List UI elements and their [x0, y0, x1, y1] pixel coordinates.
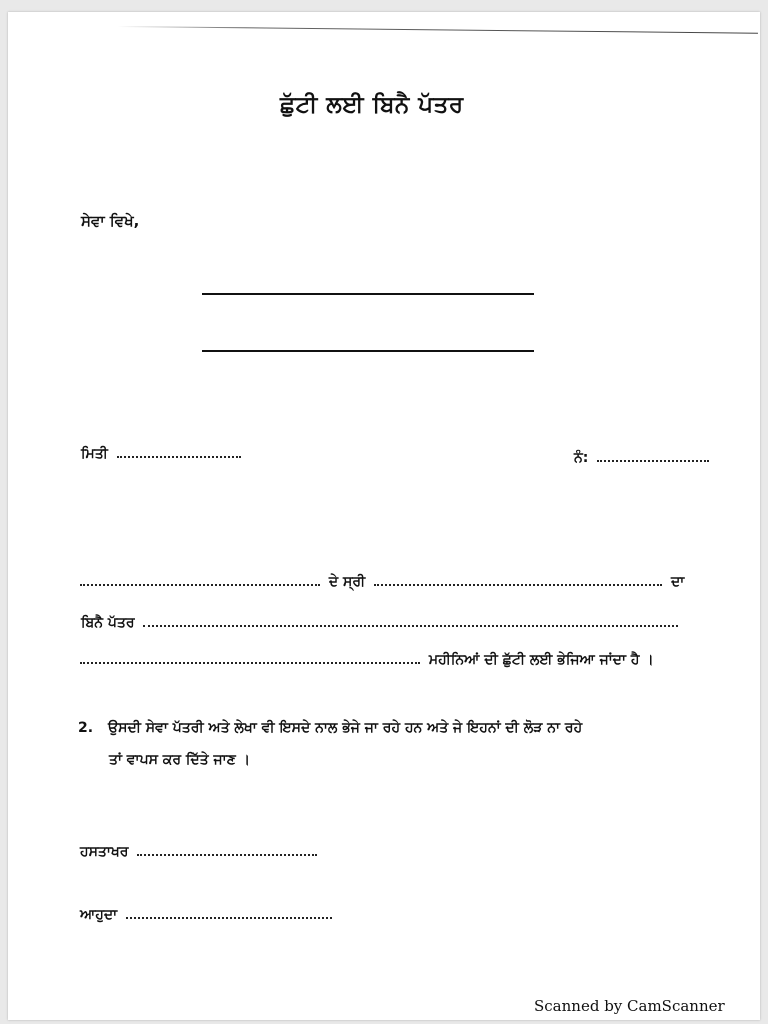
line-2-blank — [143, 624, 678, 627]
date-row — [81, 446, 245, 462]
date-label: ਮਿਤੀ — [81, 446, 108, 462]
signature-row — [80, 844, 321, 860]
line-2 — [81, 615, 682, 631]
address-line-1 — [202, 293, 534, 295]
scanner-watermark: Scanned by CamScanner — [534, 997, 725, 1015]
paragraph-2 — [78, 712, 582, 776]
line-3 — [80, 652, 654, 668]
signature-blank — [137, 853, 317, 856]
number-label: ਨੰ: — [574, 450, 589, 466]
paragraph-2-line-2: ਤਾਂ ਵਾਪਸ ਕਰ ਦਿੱਤੇ ਜਾਣ । — [109, 752, 251, 768]
designation-blank — [126, 916, 332, 919]
line-1-blank-a — [80, 583, 320, 586]
scan-edge-line — [118, 26, 758, 34]
line-1 — [80, 574, 684, 590]
salutation: ਸੇਵਾ ਵਿਖੇ, — [81, 212, 140, 230]
line-1-blank-b — [374, 583, 662, 586]
line-3-end: ਮਹੀਨਿਆਂ ਦੀ ਛੁੱਟੀ ਲਈ ਭੇਜਿਆ ਜਾਂਦਾ ਹੈ । — [428, 652, 654, 668]
line-2-label: ਬਿਨੈ ਪੱਤਰ — [81, 615, 135, 631]
paragraph-number: 2. — [78, 720, 94, 736]
date-blank — [117, 455, 241, 458]
signature-label: ਹਸਤਾਖਰ — [80, 844, 129, 860]
line-3-blank — [80, 661, 420, 664]
line-1-end: ਦਾ — [671, 574, 685, 590]
designation-row — [80, 907, 336, 923]
document-page — [8, 12, 760, 1020]
designation-label: ਆਹੁਦਾ — [80, 907, 118, 923]
number-row — [574, 450, 713, 466]
page-title: ਛੁੱਟੀ ਲਈ ਬਿਨੈ ਪੱਤਰ — [280, 92, 464, 118]
line-1-middle: ਦੇ ਸ੍ਰੀ — [328, 574, 366, 590]
paragraph-2-line-1: ਉਸਦੀ ਸੇਵਾ ਪੱਤਰੀ ਅਤੇ ਲੇਖਾ ਵੀ ਇਸਦੇ ਨਾਲ ਭੇਜੇ ਜਾ ਰਹੇ ਹਨ ਅਤੇ ਜੇ ਇਹਨਾਂ ਦੀ ਲੋੜ ਨਾ ਰਹੇ — [108, 720, 583, 736]
number-blank — [597, 459, 709, 462]
address-line-2 — [202, 350, 534, 352]
